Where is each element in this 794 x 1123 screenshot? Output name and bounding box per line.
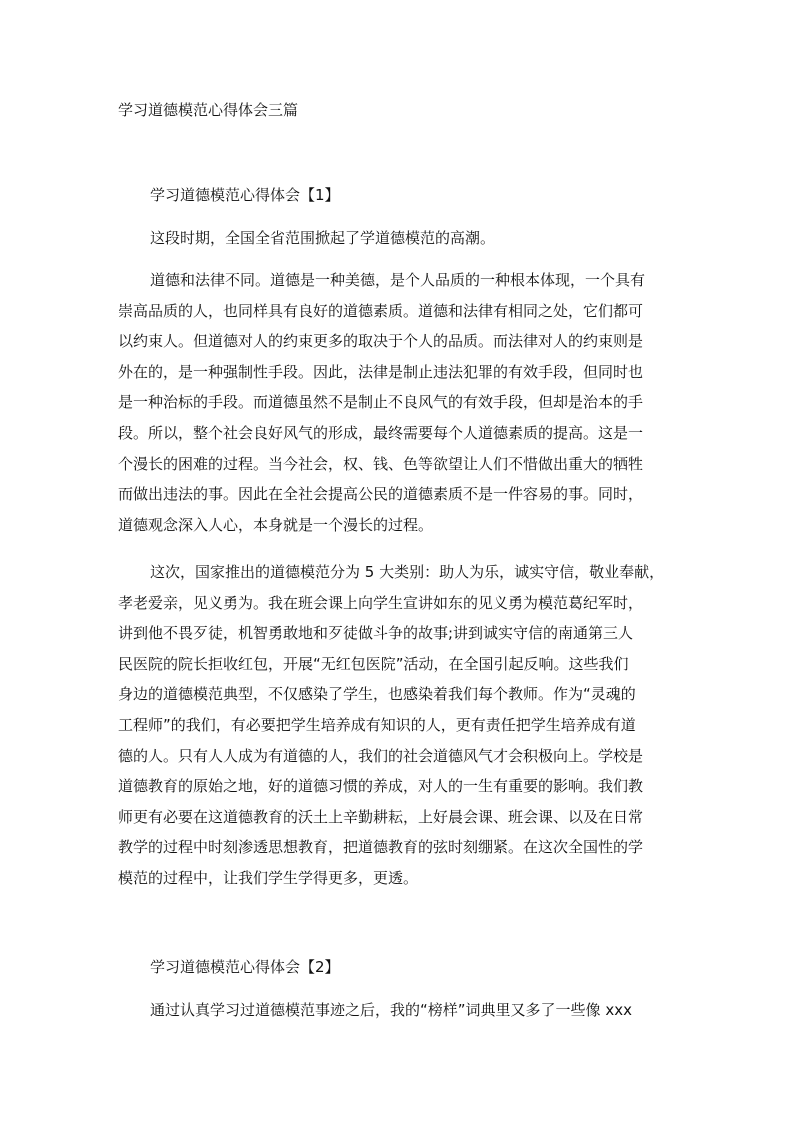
section-1-paragraph-1 xyxy=(118,223,678,254)
section-1-paragraph-2 xyxy=(118,265,678,540)
text-line: 段。所以，整个社会良好风气的形成，最终需要每个人道德素质的提高。这是一 xyxy=(118,423,644,442)
text-line: 个漫长的困难的过程。当今社会，权、钱、色等欲望让人们不惜做出重大的牺牲 xyxy=(118,454,644,473)
text-line: 这次，国家推出的道德模范分为 5 大类别：助人为乐，诚实守信，敬业奉献， xyxy=(150,563,665,581)
text-line: 外在的，是一种强制性手段。因此，法律是制止违法犯罪的有效手段，但同时也 xyxy=(118,362,644,381)
text-line: 教学的过程中时刻渗透思想教育，把道德教育的弦时刻绷紧。在这次全国性的学 xyxy=(118,838,644,857)
text-line: 道德教育的原始之地，好的道德习惯的养成，对人的一生有重要的影响。我们教 xyxy=(118,777,644,796)
text-line: 这段时期，全国全省范围掀起了学道德模范的高潮。 xyxy=(150,229,496,247)
section-2-paragraph-1 xyxy=(118,995,678,1026)
text-line: 工程师”的我们，有必要把学生培养成有知识的人，更有责任把学生培养成有道 xyxy=(118,715,636,734)
text-line: 崇高品质的人，也同样具有良好的道德素质。道德和法律有相同之处，它们都可 xyxy=(118,301,644,320)
text-line: 德的人。只有人人成为有道德的人，我们的社会道德风气才会积极向上。学校是 xyxy=(118,746,644,765)
text-line: 民医院的院长拒收红包，开展“无红包医院”活动，在全国引起反响。这些我们 xyxy=(118,654,629,673)
text-line: 孝老爱亲，见义勇为。我在班会课上向学生宣讲如东的见义勇为模范葛纪军时， xyxy=(118,593,644,612)
section-2-heading: 学习道德模范心得体会【2】 xyxy=(150,958,340,976)
section-1-paragraph-3 xyxy=(118,557,678,894)
section-1-heading: 学习道德模范心得体会【1】 xyxy=(150,186,340,204)
text-line: 而做出违法的事。因此在全社会提高公民的道德素质不是一件容易的事。同时， xyxy=(118,485,644,504)
text-line: 身边的道德模范典型，不仅感染了学生，也感染着我们每个教师。作为“灵魂的 xyxy=(118,685,636,704)
text-line: 道德观念深入人心，本身就是一个漫长的过程。 xyxy=(118,515,434,534)
text-line: 是一种治标的手段。而道德虽然不是制止不良风气的有效手段，但却是治本的手 xyxy=(118,393,644,412)
text-line: 道德和法律不同。道德是一种美德，是个人品质的一种根本体现，一个具有 xyxy=(150,271,646,289)
text-line: 模范的过程中，让我们学生学得更多，更透。 xyxy=(118,868,419,887)
text-line: 通过认真学习过道德模范事迹之后，我的“榜样”词典里又多了一些像 xxx xyxy=(150,1001,632,1019)
text-line: 讲到他不畏歹徒，机智勇敢地和歹徒做斗争的故事;讲到诚实守信的南通第三人 xyxy=(118,624,634,643)
text-line: 以约束人。但道德对人的约束更多的取决于个人的品质。而法律对人的约束则是 xyxy=(118,332,644,351)
document-title: 学习道德模范心得体会三篇 xyxy=(118,101,299,119)
text-line: 师更有必要在这道德教育的沃土上辛勤耕耘，上好晨会课、班会课、以及在日常 xyxy=(118,807,644,826)
